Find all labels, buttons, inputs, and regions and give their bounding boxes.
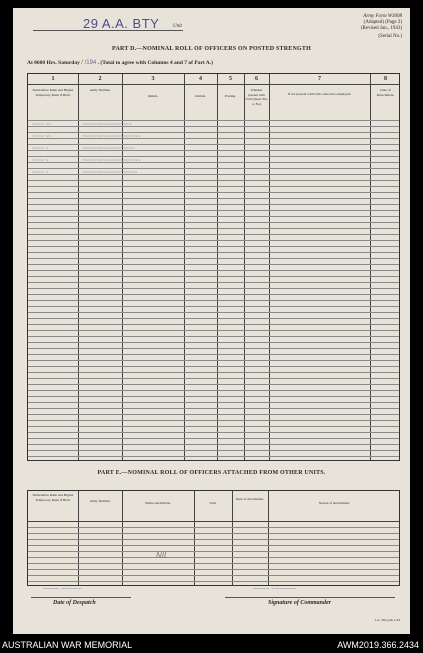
table-row bbox=[28, 204, 399, 205]
handwritten-entry: ~~~~ ~~ bbox=[32, 122, 51, 128]
table-row bbox=[28, 294, 399, 295]
table-row bbox=[28, 408, 399, 409]
e-col-5-label: Date of Attachment. bbox=[235, 497, 265, 501]
col-7-num: 7 bbox=[318, 76, 321, 82]
e-col-6-label: Nature of Attachment. bbox=[318, 501, 351, 505]
handwritten-entry: ~~~~ ~ bbox=[32, 158, 48, 164]
col-4-num: 4 bbox=[199, 76, 202, 82]
part-d-table bbox=[27, 73, 400, 461]
table-row bbox=[28, 210, 399, 211]
table-row bbox=[28, 533, 399, 534]
form-adapted: (Adapted) (Page 2) bbox=[363, 20, 402, 25]
header-rule bbox=[28, 521, 399, 522]
col-2-label: Army Number bbox=[89, 88, 111, 92]
handwritten-entry: ~~~~ ~~ bbox=[32, 134, 51, 140]
table-row bbox=[28, 270, 399, 271]
table-row bbox=[28, 276, 399, 277]
table-row bbox=[28, 372, 399, 373]
table-row bbox=[28, 348, 399, 349]
table-row bbox=[28, 450, 399, 451]
signature-line bbox=[225, 597, 395, 598]
part-e-title: PART E.—NOMINAL ROLL OF OFFICERS ATTACHED FROM OTHER UNITS. bbox=[97, 470, 326, 476]
handwritten-signature: ~~~~ ~~~~~~ bbox=[253, 586, 296, 593]
col-4-label: Initials. bbox=[195, 94, 206, 98]
col-3-num: 3 bbox=[151, 76, 155, 82]
table-row bbox=[28, 563, 399, 564]
col-6-num: 6 bbox=[255, 76, 258, 82]
col-3-label: Initials. bbox=[147, 94, 159, 98]
table-row bbox=[28, 557, 399, 558]
handwritten-despatch-date: ~~~~ ~~~~~ bbox=[43, 586, 82, 593]
form-name: Army Form W3008 bbox=[363, 14, 402, 19]
table-row bbox=[28, 438, 399, 439]
table-row bbox=[28, 426, 399, 427]
signature-label: Signature of Commander bbox=[268, 600, 332, 606]
table-row bbox=[28, 378, 399, 379]
form-reference bbox=[361, 14, 402, 32]
table-row bbox=[28, 539, 399, 540]
e-col-2-label: Army Number bbox=[89, 499, 111, 503]
table-row bbox=[28, 180, 399, 181]
table-row bbox=[28, 324, 399, 325]
part-d-subline bbox=[27, 60, 213, 66]
col-8-num: 8 bbox=[384, 76, 387, 82]
table-row bbox=[28, 198, 399, 199]
table-row bbox=[28, 420, 399, 421]
table-row bbox=[28, 354, 399, 355]
caption-left: AUSTRALIAN WAR MEMORIAL bbox=[2, 640, 133, 650]
table-row bbox=[28, 300, 399, 301]
unit-handwritten: 29 A.A. BTY bbox=[83, 16, 160, 31]
table-row bbox=[28, 414, 399, 415]
handwritten-entry: ~~~~~~~~~~~~~~~~~~~~ bbox=[82, 134, 141, 140]
table-row bbox=[28, 432, 399, 433]
form-page bbox=[13, 8, 410, 634]
col-1-label: Substantive Rank and Higher Temporary Rank if Held. bbox=[32, 88, 74, 97]
table-row bbox=[28, 156, 399, 157]
e-col-1-label: Substantive Rank and Higher Temporary Rank if Held. bbox=[32, 493, 74, 502]
col-divider bbox=[232, 491, 233, 585]
subline-pre: At 0600 Hrs. Saturday bbox=[27, 60, 80, 66]
table-row bbox=[28, 144, 399, 145]
table-row bbox=[28, 330, 399, 331]
table-row bbox=[28, 234, 399, 235]
table-row bbox=[28, 186, 399, 187]
handwritten-entry: ~~~~~~~~~~~~~~~~~~ bbox=[82, 146, 135, 152]
table-row bbox=[28, 264, 399, 265]
table-row bbox=[28, 132, 399, 133]
table-row bbox=[28, 288, 399, 289]
table-row bbox=[28, 222, 399, 223]
handwritten-entry: ~~~~ ~ bbox=[32, 170, 48, 176]
handwritten-entry: ~~~~~~~~~~~~~~~~~ bbox=[82, 122, 132, 128]
table-row bbox=[28, 120, 399, 121]
part-d-title: PART D.—NOMINAL ROLL OF OFFICERS ON POSTED STRENGTH bbox=[112, 46, 311, 52]
table-row bbox=[28, 168, 399, 169]
e-col-4-label: Unit. bbox=[209, 501, 217, 505]
table-row bbox=[28, 402, 399, 403]
table-row bbox=[28, 216, 399, 217]
table-row bbox=[28, 240, 399, 241]
table-row bbox=[28, 569, 399, 570]
table-row bbox=[28, 360, 399, 361]
table-row bbox=[28, 527, 399, 528]
table-row bbox=[28, 551, 399, 552]
table-row bbox=[28, 342, 399, 343]
caption-right: AWM2019.366.2434 bbox=[337, 640, 419, 650]
table-row bbox=[28, 192, 399, 193]
table-row bbox=[28, 306, 399, 307]
table-row bbox=[28, 252, 399, 253]
date-of-despatch-label: Date of Despatch bbox=[53, 600, 96, 606]
table-row bbox=[28, 246, 399, 247]
table-row bbox=[28, 312, 399, 313]
serial-number: (Serial No.) bbox=[378, 34, 402, 39]
part-e-table bbox=[27, 490, 400, 586]
table-row bbox=[28, 575, 399, 576]
table-row bbox=[28, 396, 399, 397]
col-1-num: 1 bbox=[51, 76, 55, 82]
table-row bbox=[28, 545, 399, 546]
handwritten-nil: NIL bbox=[156, 551, 169, 560]
table-row bbox=[28, 282, 399, 283]
subline-post: . (Total to agree with Columns 4 and 7 of Part A.) bbox=[97, 60, 213, 66]
subline-date: / /194 bbox=[81, 60, 97, 66]
col-6-label: Whether present with Unit (insert Yes or No) bbox=[245, 88, 268, 106]
col-7-label: If not present with Unit, state how employed. bbox=[287, 92, 352, 96]
print-code: s.w. 3m pads 1/43 bbox=[374, 618, 400, 622]
table-row bbox=[28, 384, 399, 385]
col-8-label: Date of Detachment. bbox=[376, 88, 395, 97]
unit-label: Unit bbox=[173, 24, 182, 29]
header-rule bbox=[28, 84, 399, 85]
unit-underline bbox=[33, 30, 183, 31]
table-row bbox=[28, 581, 399, 582]
table-row bbox=[28, 336, 399, 337]
e-col-3-label: Name and Initials. bbox=[145, 501, 171, 505]
handwritten-entry: ~~~~ ~ bbox=[32, 146, 48, 152]
col-2-num: 2 bbox=[98, 76, 102, 82]
handwritten-entry: ~~~~~~~~~~~~~~~~~~~~ bbox=[82, 158, 141, 164]
table-row bbox=[28, 390, 399, 391]
table-row bbox=[28, 366, 399, 367]
form-revised: (Revised Jan., 1943) bbox=[360, 26, 402, 31]
despatch-line bbox=[31, 597, 131, 598]
col-5-num: 5 bbox=[229, 76, 232, 82]
table-row bbox=[28, 228, 399, 229]
table-row bbox=[28, 444, 399, 445]
col-5-label: Posting. bbox=[224, 94, 237, 98]
col-divider bbox=[78, 491, 79, 585]
table-row bbox=[28, 318, 399, 319]
handwritten-entry: ~~~~~~~~~~~~~~~~~~~ bbox=[82, 170, 138, 176]
table-row bbox=[28, 258, 399, 259]
table-row bbox=[28, 456, 399, 457]
